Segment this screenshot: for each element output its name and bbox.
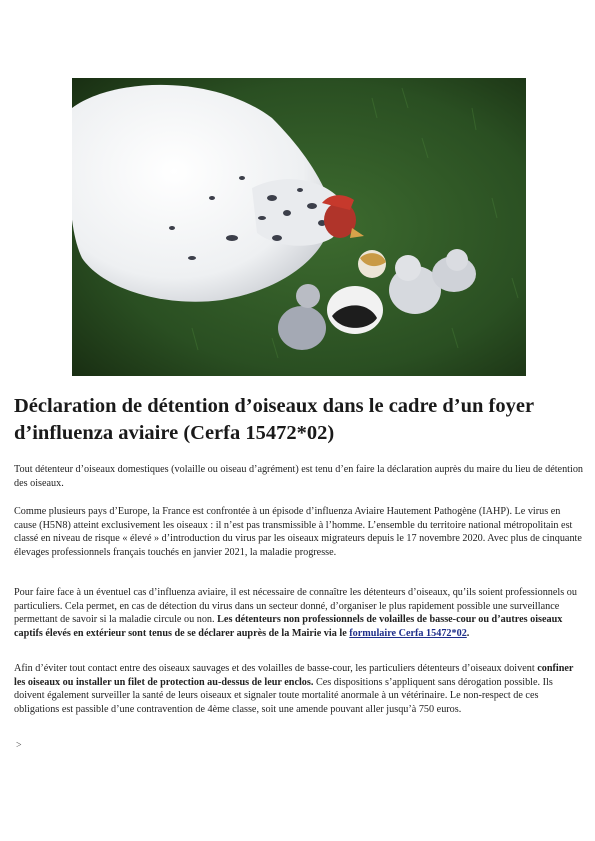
declaration-obligation-text: Les détenteurs non professionnels de volailles de basse-cour ou d’autres oiseaux captifs élevés en extérieur sont tenus de se déclarer auprès de la Mairie via le <box>14 614 563 639</box>
paragraph-context: Comme plusieurs pays d’Europe, la France est confrontée à un épisode d’influenza Aviaire Hautement Pathogène (IAHP). Le virus en cause (H5N8) atteint exclusivement les oiseaux : il n’est pas transmissible à l’homme. L’ensemble du territoire national métropolitain est classé en niveau de risque « élevé » d’introduction du virus par les oiseaux migrateurs depuis le 17 novembre 2020. Avec plus de cinquante élevages professionnels français touchés en janvier 2021, la maladie progresse. <box>14 506 582 558</box>
hen-with-chicks-photo <box>72 78 526 376</box>
confinement-requirement-text: confiner les oiseaux ou installer un filet de protection au-dessus de leur enclos. <box>14 663 574 688</box>
confinement-intro-text: Afin d’éviter tout contact entre des oiseaux sauvages et des volailles de basse-cour, les particuliers détenteurs d’oiseaux doivent <box>14 663 538 674</box>
confinement-details-text: Ces dispositions s’appliquent sans dérogation possible. Ils doivent également surveiller la santé de leurs oiseaux et signaler toute mortalité anormale à un vétérinaire. Le non-respect de ces obligations est passible d’une contravention de 4ème classe, soit une amende pouvant aller jusqu’à 750 euros. <box>14 676 553 715</box>
paragraph-declaration: Tout détenteur d’oiseaux domestiques (volaille ou oiseau d’agrément) est tenu d’en faire la déclaration auprès du maire du lieu de détention des oiseaux. <box>14 464 584 489</box>
paragraph-confinement <box>14 662 584 716</box>
surveillance-text: Pour faire face à un éventuel cas d’influenza aviaire, il est nécessaire de connaître les détenteurs d’oiseaux, qu’ils soient professionnels ou particuliers. Cela permet, en cas de détection du virus dans un secteur donné, d’organiser le plus rapidement possible une surveillance permettant de savoir si la maladie circule ou non. <box>14 587 577 626</box>
paragraph-surveillance <box>14 586 584 640</box>
cerfa-form-link[interactable]: formulaire Cerfa 15472*02 <box>349 627 467 639</box>
page-title: Déclaration de détention d’oiseaux dans le cadre d’un foyer d’influenza aviaire (Cerfa 15472*02) <box>14 395 534 444</box>
page-marker: > <box>16 740 22 751</box>
declaration-obligation-end: . <box>466 627 470 639</box>
